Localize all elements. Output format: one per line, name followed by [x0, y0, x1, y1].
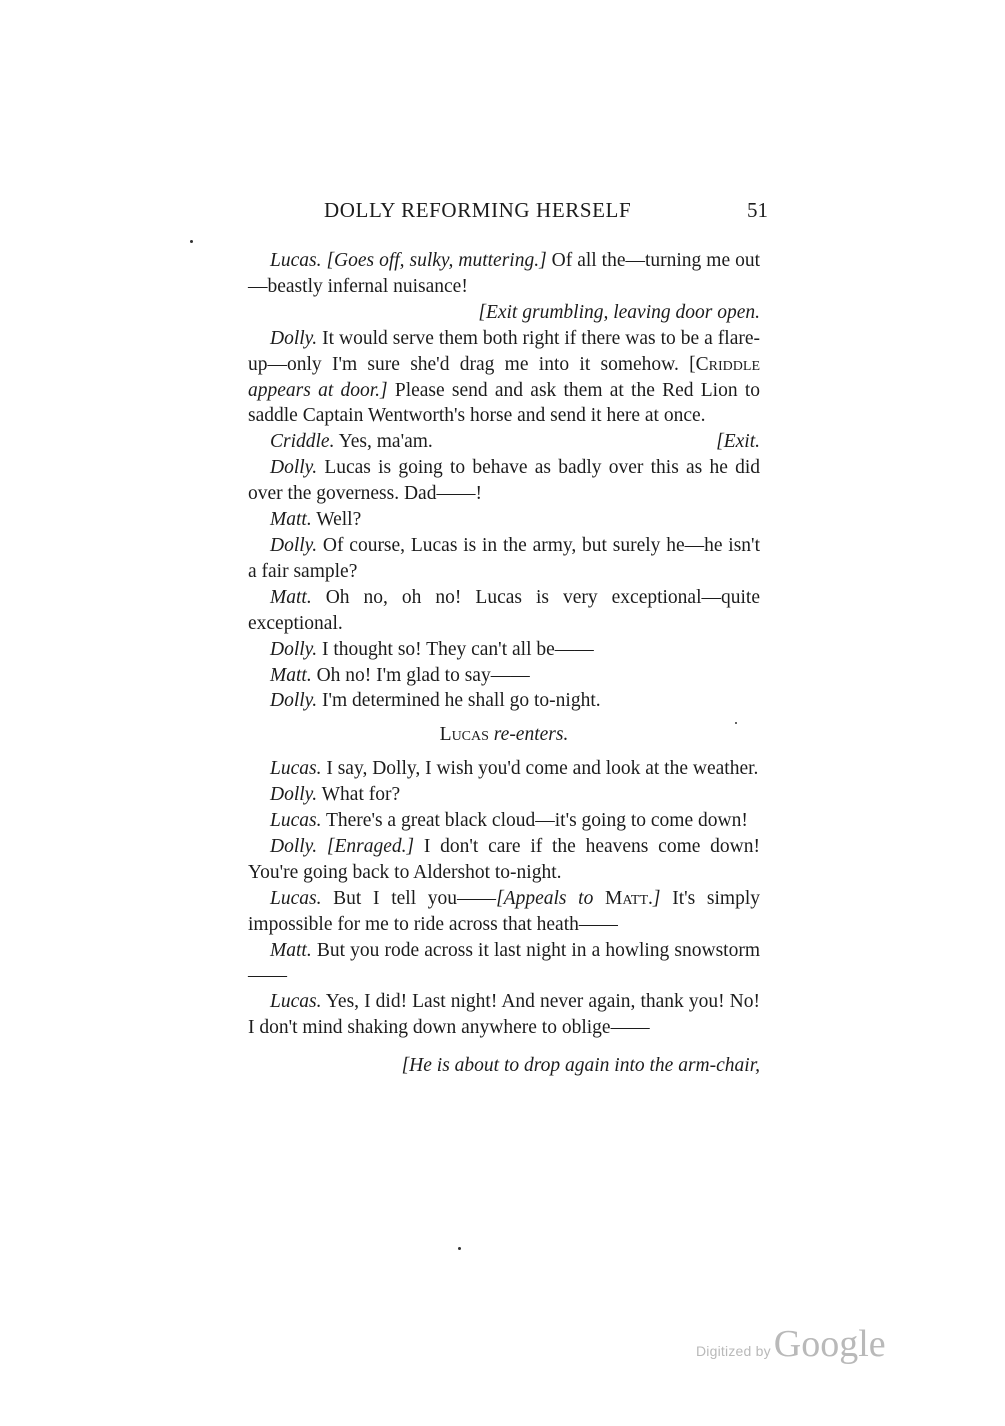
character-name: [Criddle — [689, 353, 760, 375]
speech: Yes, I did! Last night! And never again, thank you! No! I don't mind shaking down anywhere to oblige—— — [248, 991, 760, 1039]
stage-direction: [He is about to drop again into the arm-chair, — [401, 1055, 760, 1077]
running-header — [248, 198, 768, 228]
dialogue-line — [248, 886, 760, 938]
speech: It would serve them both right if there was to be a flare-up—only I'm sure she'd drag me into it somehow. — [248, 327, 760, 375]
speech: I don't care if the heavens come down! You're going back to Aldershot to-night. — [248, 835, 760, 883]
speech: Oh no, oh no! Lucas is very exceptional—quite exceptional. — [248, 586, 760, 634]
dialogue-line — [248, 938, 760, 990]
scan-speck — [458, 1247, 461, 1250]
speech: Please send and ask them at the Red Lion to saddle Captain Wentworth's horse and send it here at once. — [248, 379, 760, 427]
speaker: Dolly. — [270, 784, 318, 806]
stage-direction: ] — [652, 887, 661, 909]
scan-speck — [190, 240, 193, 243]
speaker: Lucas. — [270, 758, 322, 780]
speaker: Dolly. — [270, 835, 318, 857]
character-name: Lucas — [439, 724, 489, 746]
speech: But I tell you—— — [321, 887, 497, 909]
dialogue-line — [248, 989, 760, 1041]
dialogue-line — [248, 507, 760, 533]
speech: Of course, Lucas is in the army, but surely he—he isn't a fair sample? — [248, 534, 760, 582]
speaker: Dolly. — [270, 457, 318, 479]
speech: Yes, ma'am. — [334, 431, 433, 453]
stage-direction-line — [248, 1053, 760, 1079]
speech: Of all the—turning me out—beastly infernal nuisance! — [248, 250, 761, 297]
stage-direction: [Enraged.] — [317, 835, 415, 857]
dialogue-line — [248, 663, 760, 689]
dialogue-line — [248, 326, 760, 430]
stage-direction: re-enters. — [488, 724, 569, 746]
stage-direction: [Exit grumbling, leaving door open. — [478, 301, 760, 323]
entrance-direction — [248, 722, 760, 748]
speaker: Lucas. — [270, 991, 322, 1013]
dialogue-line — [248, 585, 760, 637]
stage-direction: [Goes off, sulky, muttering.] — [326, 250, 547, 271]
speech: I thought so! They can't all be—— — [317, 638, 594, 660]
speaker: Criddle. — [270, 431, 335, 453]
stage-direction: [Appeals to — [496, 887, 606, 909]
watermark-prefix: Digitized by — [696, 1343, 771, 1359]
speaker: Dolly. — [270, 690, 318, 712]
speech: But you rode across it last night in a howling snowstorm—— — [248, 939, 760, 987]
dialogue-line — [248, 637, 760, 663]
character-name: Matt. — [605, 887, 653, 909]
speech: There's a great black cloud—it's going to come down! — [321, 810, 748, 832]
speech: It's simply impossible for me to ride across that heath—— — [248, 887, 760, 935]
google-logo: Google — [773, 1323, 886, 1365]
speech: I say, Dolly, I wish you'd come and look at the weather. — [321, 758, 759, 780]
page-number: 51 — [747, 198, 768, 222]
speaker: Matt. — [270, 664, 312, 686]
running-title: DOLLY REFORMING HERSELF — [324, 198, 632, 222]
speaker: Lucas. — [270, 887, 322, 909]
digitized-by-google-watermark — [696, 1322, 886, 1366]
speaker: Matt. — [270, 939, 312, 961]
dialogue-line — [248, 782, 760, 808]
stage-direction-line — [248, 300, 760, 326]
dialogue-line — [248, 808, 760, 834]
speaker: Lucas. — [270, 810, 322, 832]
stage-direction: [Exit. — [716, 431, 760, 453]
stage-direction: appears at door.] — [248, 379, 388, 401]
speaker: Dolly. — [270, 638, 318, 660]
dialogue-line — [248, 834, 760, 886]
speech: Oh no! I'm glad to say—— — [311, 664, 530, 686]
speaker: Lucas. — [270, 250, 322, 271]
dialogue-line — [248, 533, 760, 585]
speaker: Dolly. — [270, 534, 318, 556]
speech: Lucas is going to behave as badly over this as he did over the governess. Dad——! — [248, 457, 760, 505]
dialogue-line — [248, 429, 760, 455]
speech: Well? — [311, 509, 362, 531]
speech: What for? — [317, 784, 401, 806]
dialogue-line — [248, 756, 760, 782]
dialogue-line — [248, 688, 760, 714]
speaker: Matt. — [270, 586, 312, 608]
dialogue-line — [248, 248, 760, 300]
dialogue-line — [248, 455, 760, 507]
speaker: Dolly. — [270, 327, 318, 349]
play-text — [248, 248, 760, 1079]
speech: I'm determined he shall go to-night. — [317, 690, 601, 712]
speaker: Matt. — [270, 509, 312, 531]
